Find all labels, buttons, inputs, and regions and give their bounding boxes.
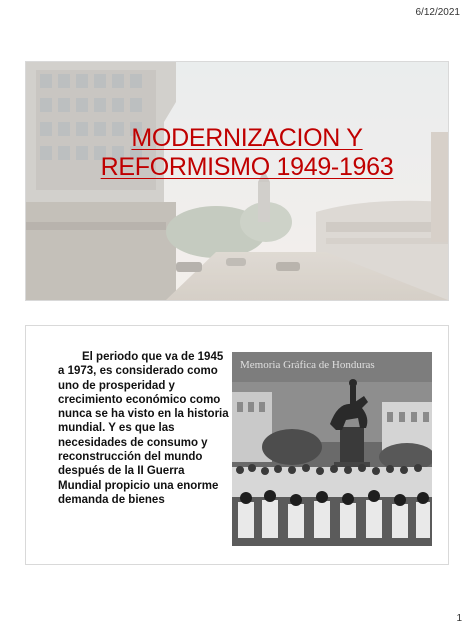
slide-title — [86, 124, 408, 182]
title-slide — [26, 62, 448, 300]
content-slide — [26, 326, 448, 564]
slide-paragraph: El periodo que va de 1945 a 1973, es considerado como uno de prosperidad y crecimiento económico como nunca se ha visto en la historia mundial. Y es que las necesidades de consumo y reconstrucción del mundo después de la II Guerra Mundial propicio una enorme demanda de bienes — [58, 351, 229, 506]
slide-title-line-1: MODERNIZACION Y — [131, 124, 363, 152]
slide-title-line-2: REFORMISMO 1949-1963 — [100, 153, 394, 181]
historic-photo-statue-crowd — [232, 352, 432, 546]
page-number: 1 — [456, 613, 462, 624]
page-date: 6/12/2021 — [415, 7, 460, 18]
photo-caption: Memoria Gráfica de Honduras — [240, 359, 375, 371]
